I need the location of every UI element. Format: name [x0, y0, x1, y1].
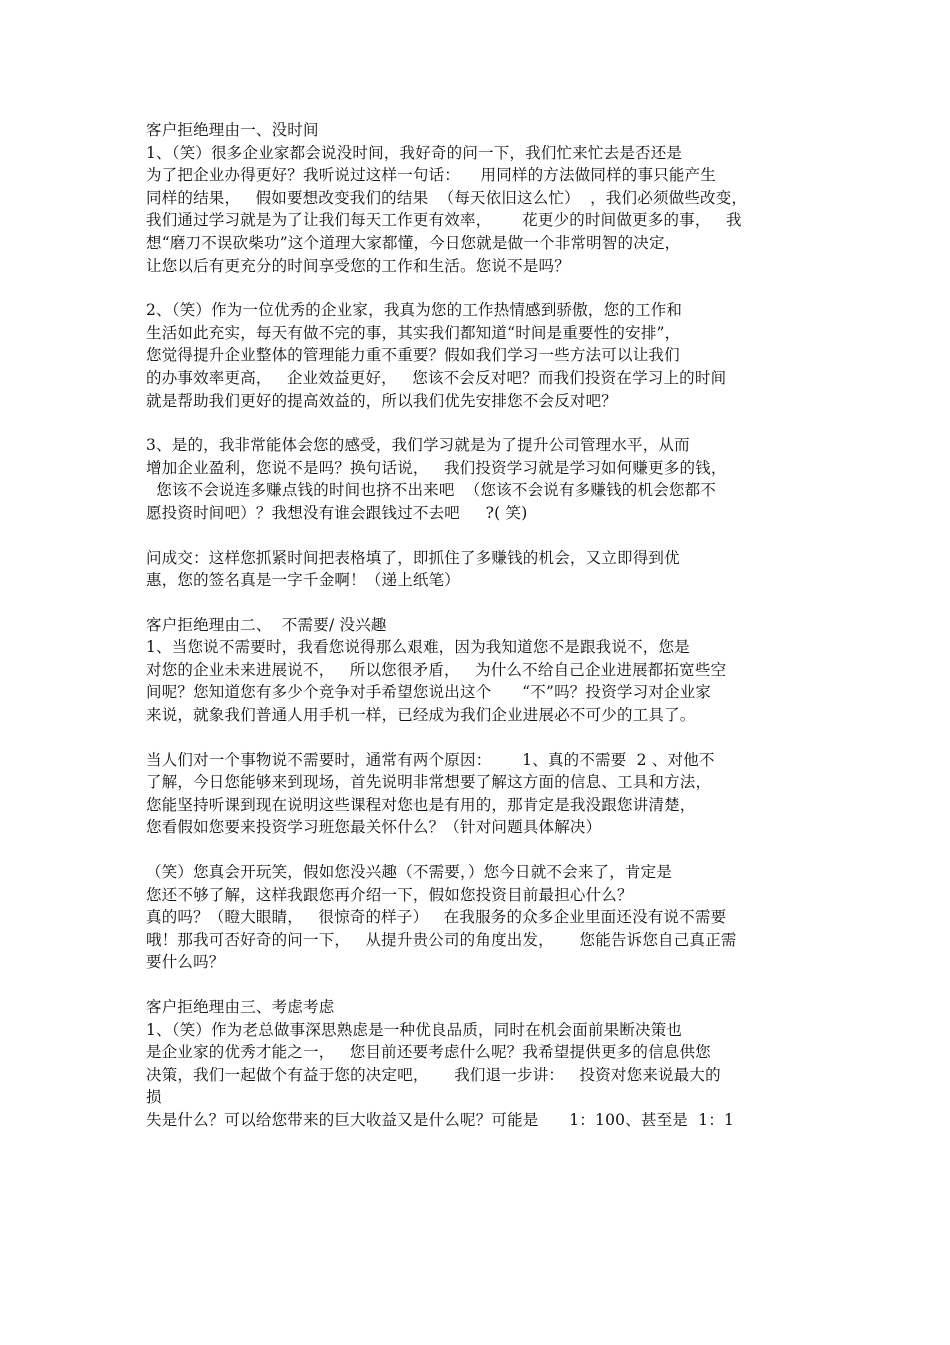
paragraph-line: 我们通过学习就是为了让我们每天工作更有效率， 花更少的时间做更多的事， 我 [146, 211, 742, 230]
paragraph-line: 了解，今日您能够来到现场，首先说明非常想要了解这方面的信息、工具和方法， [146, 773, 712, 792]
paragraph-line: 真的吗？（瞪大眼睛， 很惊奇的样子） 在我服务的众多企业里面还没有说不需要 [146, 908, 727, 927]
paragraph-line: 要什么吗？ [146, 953, 225, 972]
paragraph-gap [146, 727, 826, 749]
paragraph-line: 失是什么？可以给您带来的巨大收益又是什么呢？可能是 1：100、甚至是 1：1 [146, 1110, 735, 1129]
paragraph-line: 损 [146, 1088, 162, 1107]
paragraph-gap [146, 412, 826, 434]
paragraph-line: 2、（笑）作为一位优秀的企业家，我真为您的工作热情感到骄傲，您的工作和 [146, 301, 683, 320]
paragraph-line: 为了把企业办得更好？我听说过这样一句话： 用同样的方法做同样的事只能产生 [146, 166, 717, 185]
paragraph-line: 您能坚持听课到现在说明这些课程对您也是有用的，那肯定是我没跟您讲清楚， [146, 795, 696, 814]
paragraph-line: 对您的企业未来进展说不， 所以您很矛盾， 为什么不给自己企业进展都拓宽些空 [146, 660, 727, 679]
paragraph-line: 1、当您说不需要时，我看您说得那么艰难，因为我知道您不是跟我说不，您是 [146, 638, 690, 657]
paragraph-line: 您看假如您要来投资学习班您最关怀什么？（针对问题具体解决） [146, 818, 602, 837]
paragraph-gap [146, 277, 826, 299]
paragraph-line: 是企业家的优秀才能之一， 您目前还要考虑什么呢？我希望提供更多的信息供您 [146, 1043, 711, 1062]
paragraph-line: 决策，我们一起做个有益于您的决定吧， 我们退一步讲： 投资对您来说最大的 [146, 1065, 721, 1084]
section-heading-3: 客户拒绝理由三、考虑考虑 [146, 998, 335, 1016]
paragraph-line: 惠，您的签名真是一字千金啊！（递上纸笔） [146, 571, 461, 590]
paragraph-gap [146, 525, 826, 547]
paragraph-line: 来说，就象我们普通人用手机一样，已经成为我们企业进展必不可少的工具了。 [146, 706, 696, 725]
paragraph-line: 您该不会说连多赚点钱的时间也挤不出来吧 （您该不会说有多赚钱的机会您都不 [146, 481, 717, 500]
paragraph-line: 的办事效率更高， 企业效益更好， 您该不会反对吧？而我们投资在学习上的时间 [146, 368, 727, 387]
section-heading-1: 客户拒绝理由一、没时间 [146, 121, 319, 139]
paragraph-line: 问成交：这样您抓紧时间把表格填了，即抓住了多赚钱的机会，又立即得到优 [146, 548, 680, 567]
paragraph-gap [146, 592, 826, 614]
paragraph-line: 1、（笑）作为老总做事深思熟虑是一种优良品质，同时在机会面前果断决策也 [146, 1020, 683, 1039]
section-heading-2: 客户拒绝理由二、 不需要/ 没兴趣 [146, 615, 387, 634]
paragraph-line: 愿投资时间吧）？我想没有谁会跟钱过不去吧 ?( 笑) [146, 503, 528, 522]
paragraph-line: 1、（笑）很多企业家都会说没时间，我好奇的问一下，我们忙来忙去是否还是 [146, 143, 683, 162]
paragraph-line: 想“磨刀不误砍柴功”这个道理大家都懂，今日您就是做一个非常明智的决定， [146, 233, 681, 252]
paragraph-line: 让您以后有更充分的时间享受您的工作和生活。您说不是吗？ [146, 256, 570, 275]
paragraph-line: 哦！那我可否好奇的问一下， 从提升贵公司的角度出发， 您能告诉您自己真正需 [146, 930, 737, 949]
paragraph-line: 3、是的，我非常能体会您的感受，我们学习就是为了提升公司管理水平，从而 [146, 436, 690, 455]
paragraph-line: 间呢？您知道您有多少个竞争对手希望您说出这个 “不”吗？投资学习对企业家 [146, 683, 712, 702]
paragraph-line: 当人们对一个事物说不需要时，通常有两个原因： 1、真的不需要 2 、对他不 [146, 750, 715, 769]
paragraph-line: （笑）您真会开玩笑，假如您没兴趣（不需要，）您今日就不会来了，肯定是 [146, 863, 673, 882]
paragraph-gap [146, 839, 826, 861]
paragraph-gap [146, 974, 826, 996]
paragraph-line: 就是帮助我们更好的提高效益的，所以我们优先安排您不会反对吧？ [146, 391, 618, 410]
paragraph-line: 您还不够了解，这样我跟您再介绍一下，假如您投资目前最担心什么？ [146, 885, 633, 904]
paragraph-line: 您觉得提升企业整体的管理能力重不重要？假如我们学习一些方法可以让我们 [146, 346, 680, 365]
paragraph-line: 同样的结果， 假如要想改变我们的结果 （每天依旧这么忙） ，我们必须做些改变， [146, 188, 748, 207]
document-body [146, 119, 826, 1132]
paragraph-line: 生活如此充实，每天有做不完的事，其实我们都知道“时间是重要性的安排”， [146, 323, 681, 342]
paragraph-line: 增加企业盈利，您说不是吗？换句话说， 我们投资学习就是学习如何赚更多的钱， [146, 458, 727, 477]
